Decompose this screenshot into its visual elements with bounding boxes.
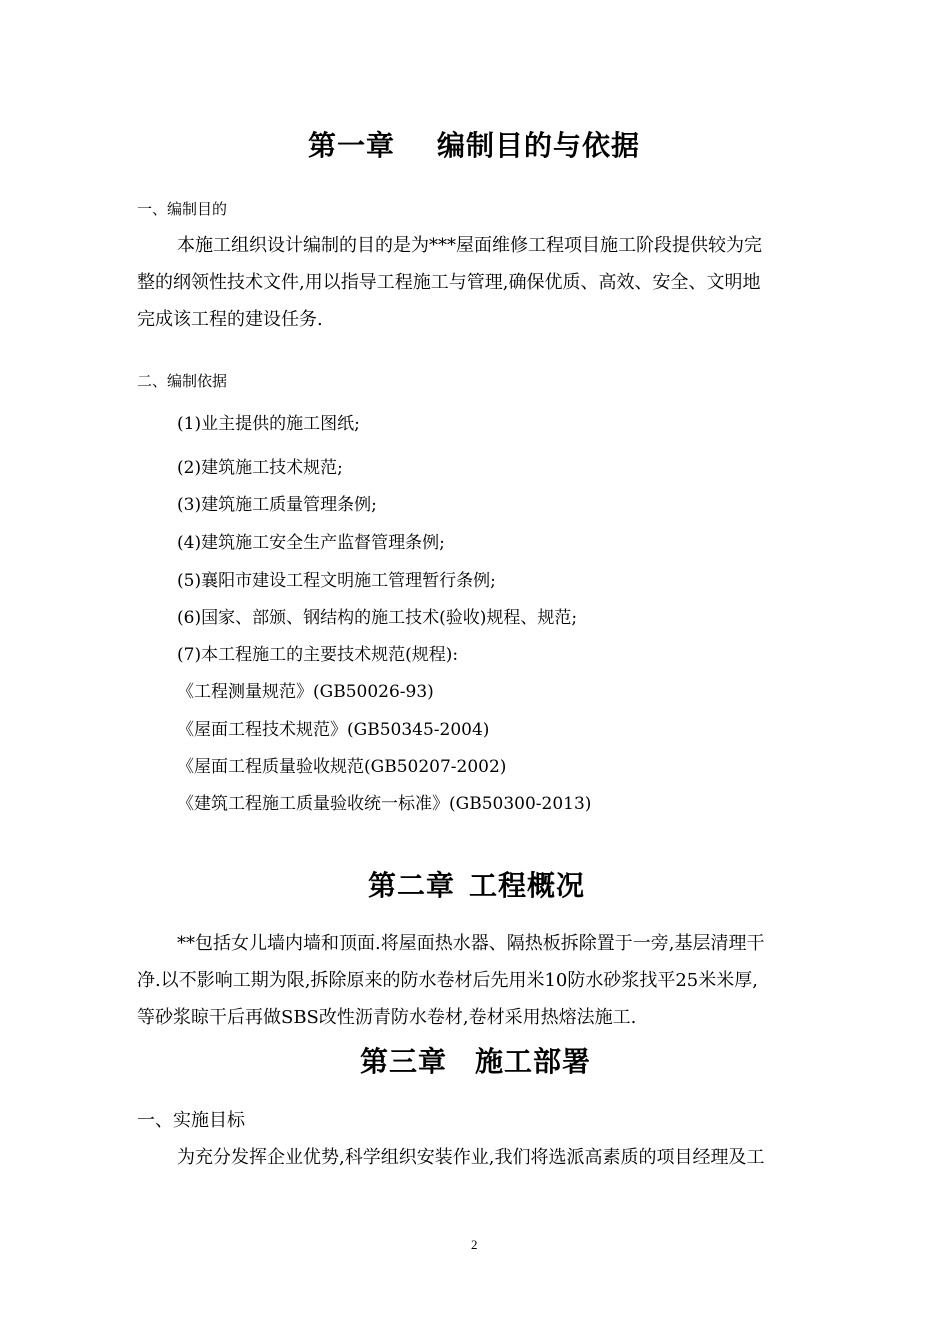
list-item: 《工程测量规范》(GB50026-93) [177,682,434,702]
section-heading-purpose: 一、编制目的 [137,200,228,218]
paragraph-line: 等砂浆晾干后再做SBS改性沥青防水卷材,卷材采用热熔法施工. [137,1007,637,1028]
paragraph-line: 整的纲领性技术文件,用以指导工程施工与管理,确保优质、高效、安全、文明地 [137,272,761,293]
list-item: 《建筑工程施工质量验收统一标准》(GB50300-2013) [177,794,592,814]
paragraph-line: 本施工组织设计编制的目的是为***屋面维修工程项目施工阶段提供较为完 [177,235,762,256]
chapter3-title: 施工部署 [475,1045,592,1078]
paragraph-line: **包括女儿墙内墙和顶面.将屋面热水器、隔热板拆除置于一旁,基层清理干 [177,933,765,954]
paragraph-line: 完成该工程的建设任务. [137,309,323,330]
chapter1-title: 编制目的与依据 [437,129,641,162]
chapter2-heading [368,864,585,904]
chapter2-label: 第二章 [368,869,456,902]
page-number: 2 [471,1237,478,1252]
chapter3-heading [360,1040,591,1080]
list-item: (2)建筑施工技术规范; [177,458,343,478]
list-item: (4)建筑施工安全生产监督管理条例; [177,533,445,553]
chapter1-heading [308,124,640,164]
list-item: (1)业主提供的施工图纸; [177,414,360,434]
chapter1-label: 第一章 [308,129,396,162]
chapter2-title: 工程概况 [469,869,586,902]
chapter3-label: 第三章 [360,1045,448,1078]
paragraph-line: 净.以不影响工期为限,拆除原来的防水卷材后先用米10防水砂浆找平25米米厚, [137,970,758,991]
section-heading-goal: 一、实施目标 [137,1110,245,1131]
paragraph-line: 为充分发挥企业优势,科学组织安装作业,我们将选派高素质的项目经理及工 [177,1147,765,1168]
list-item: (7)本工程施工的主要技术规范(规程): [177,645,459,665]
list-item: (6)国家、部颁、钢结构的施工技术(验收)规程、规范; [177,608,578,628]
list-item: 《屋面工程技术规范》(GB50345-2004) [177,720,490,740]
section-heading-basis: 二、编制依据 [137,372,228,390]
list-item: (5)襄阳市建设工程文明施工管理暂行条例; [177,571,496,591]
list-item: 《屋面工程质量验收规范(GB50207-2002) [177,757,507,777]
list-item: (3)建筑施工质量管理条例; [177,495,377,515]
